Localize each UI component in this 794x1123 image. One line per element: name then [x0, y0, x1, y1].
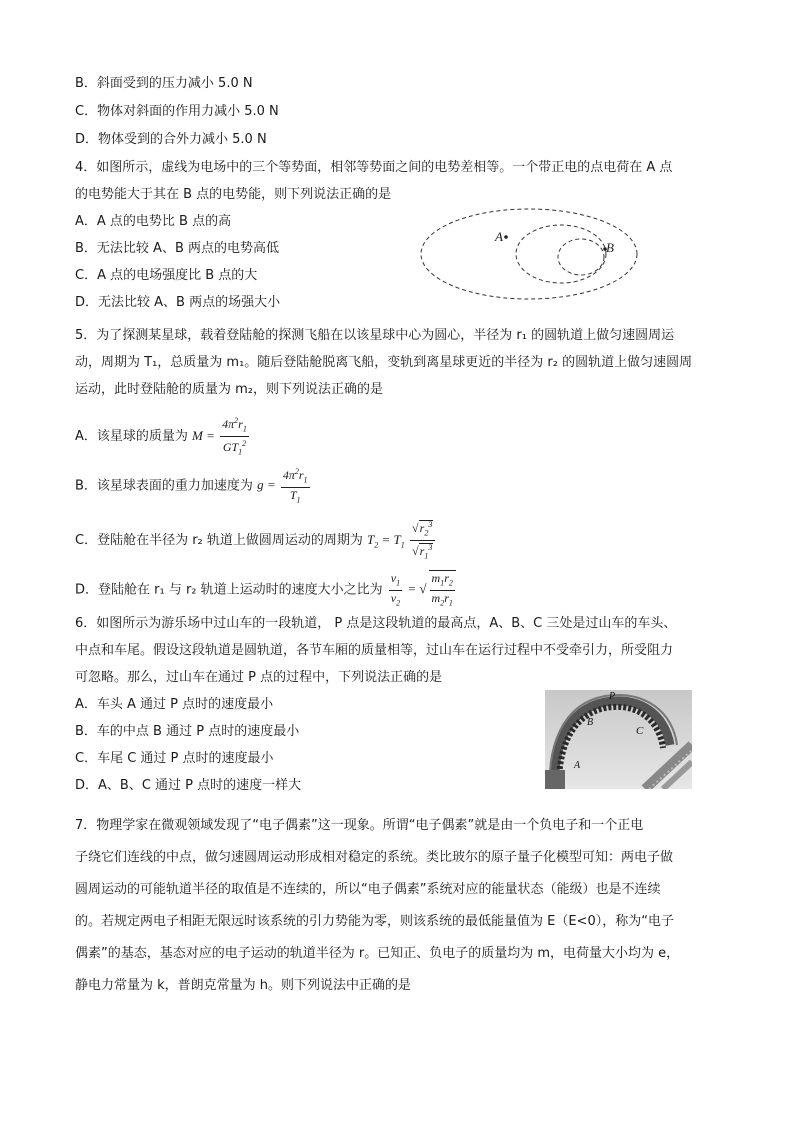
- point-a-label: A: [495, 229, 503, 244]
- q5-option-a: [75, 414, 251, 460]
- q6-option-c: C．车尾 C 通过 P 点时的速度最小: [75, 751, 274, 766]
- q6-option-b: B．车的中点 B 通过 P 点时的速度最小: [75, 724, 300, 739]
- q7-line-2: 子绕它们连线的中点，做匀速圆周运动形成相对稳定的系统。类比玻尔的原子量子化模型可知：两电子做: [75, 850, 674, 865]
- q7-line-3: 圆周运动的可能轨道半径的取值是不连续的，所以“电子偶素”系统对应的能量状态（能级）也是不连续: [75, 882, 661, 897]
- q4-stem-line-2: 的电势能大于其在 B 点的电势能，则下列说法正确的是: [75, 187, 392, 202]
- q6-option-a: A．车头 A 通过 P 点时的速度最小: [75, 697, 274, 712]
- q5-stem-line-1: 5．为了探测某星球，载着登陆舱的探测飞船在以该星球中心为圆心，半径为 r₁ 的圆轨道上做匀速圆周运: [75, 328, 675, 343]
- q5-option-d: [75, 570, 458, 611]
- q4-option-b: B．无法比较 A、B 两点的电势高低: [75, 241, 279, 256]
- q7-line-4: 的。若规定两电子相距无限远时该系统的引力势能为零，则该系统的最低能量值为 E（E<0），称为“电子: [75, 914, 674, 929]
- q6-stem-line-1: 6．如图所示为游乐场中过山车的一段轨道， P 点是这段轨道的最高点，A、B、C 三处是过山车的车头、: [75, 616, 677, 631]
- q5-option-c: [75, 518, 437, 564]
- coaster-label-c: C: [636, 725, 644, 737]
- q3-option-c: C．物体对斜面的作用力减小 5.0 N: [75, 104, 279, 119]
- coaster-label-b: B: [587, 717, 594, 728]
- q5-option-c-formula: $T_2 = T_1$ $\frac{√r_2^3}{√r_1^3}$: [367, 532, 437, 547]
- q3-option-d: D．物体受到的合外力减小 5.0 N: [75, 132, 267, 147]
- q5-stem-line-3: 运动，此时登陆舱的质量为 m₂，则下列说法正确的是: [75, 382, 384, 397]
- q5-option-b-formula: g = $\frac{4\pi^2r_1}{T_1}$: [257, 467, 308, 505]
- equipotential-inner: [558, 239, 604, 275]
- q3-option-b: B．斜面受到的压力减小 5.0 N: [75, 76, 253, 91]
- q5-option-a-text: A．该星球的质量为: [75, 428, 188, 444]
- point-a-dot: [504, 235, 508, 239]
- point-b-label: B: [606, 240, 614, 255]
- q6-stem-line-2: 中点和车尾。假设这段轨道是圆轨道，各节车厢的质量相等，过山车在运行过程中不受牵引力，所受阻力: [75, 643, 674, 658]
- q7-line-5: 偶素”的基态，基态对应的电子运动的轨道半径为 r。已知正、负电子的质量均为 m，电荷量大小均为 e，: [75, 946, 680, 961]
- q5-stem-line-2: 动，周期为 T₁，总质量为 m₁。随后登陆舱脱离飞船，变轨到离星球更近的半径为 r₂ 的圆轨道上做匀速圆周: [75, 355, 693, 370]
- q5-option-c-text: C．登陆舱在半径为 r₂ 轨道上做圆周运动的周期为: [75, 532, 363, 548]
- q4-stem-line-1: 4．如图所示，虚线为电场中的三个等势面，相邻等势面之间的电势差相等。一个带正电的点电荷在 A 点: [75, 160, 673, 175]
- equipotential-outer: [421, 209, 637, 299]
- q7-line-6: 静电力常量为 k，普朗克常量为 h。则下列说法中正确的是: [75, 978, 412, 993]
- q4-option-c: C．A 点的电场强度比 B 点的大: [75, 268, 258, 283]
- q5-option-d-formula: $\frac{v_1}{v_2}$ = √ $\frac{m_1r_2}{m_2r_1}$: [387, 581, 458, 596]
- q6-option-d: D．A、B、C 通过 P 点时的速度一样大: [75, 778, 302, 793]
- q6-stem-line-3: 可忽略。那么，过山车在通过 P 点的过程中，下列说法正确的是: [75, 670, 443, 685]
- q5-option-b: [75, 465, 312, 508]
- coaster-label-p: P: [609, 691, 616, 702]
- q5-option-a-formula: M = $\frac{4\pi^2r_1}{GT_1^2}$: [192, 416, 247, 457]
- q5-option-b-text: B．该星球表面的重力加速度为: [75, 478, 253, 494]
- q7-line-1: 7．物理学家在微观领域发现了“电子偶素”这一现象。所谓“电子偶素”就是由一个负电子和一个正电: [75, 818, 644, 833]
- q4-option-a: A．A 点的电势比 B 点的高: [75, 214, 232, 229]
- coaster-label-a: A: [574, 760, 581, 771]
- roller-coaster-photo: [545, 690, 692, 789]
- q4-option-d: D．无法比较 A、B 两点的场强大小: [75, 295, 281, 310]
- q5-option-d-text: D．登陆舱在 r₁ 与 r₂ 轨道上运动时的速度大小之比为: [75, 582, 383, 598]
- equipotential-middle: [516, 225, 606, 283]
- equipotential-diagram: [418, 204, 640, 304]
